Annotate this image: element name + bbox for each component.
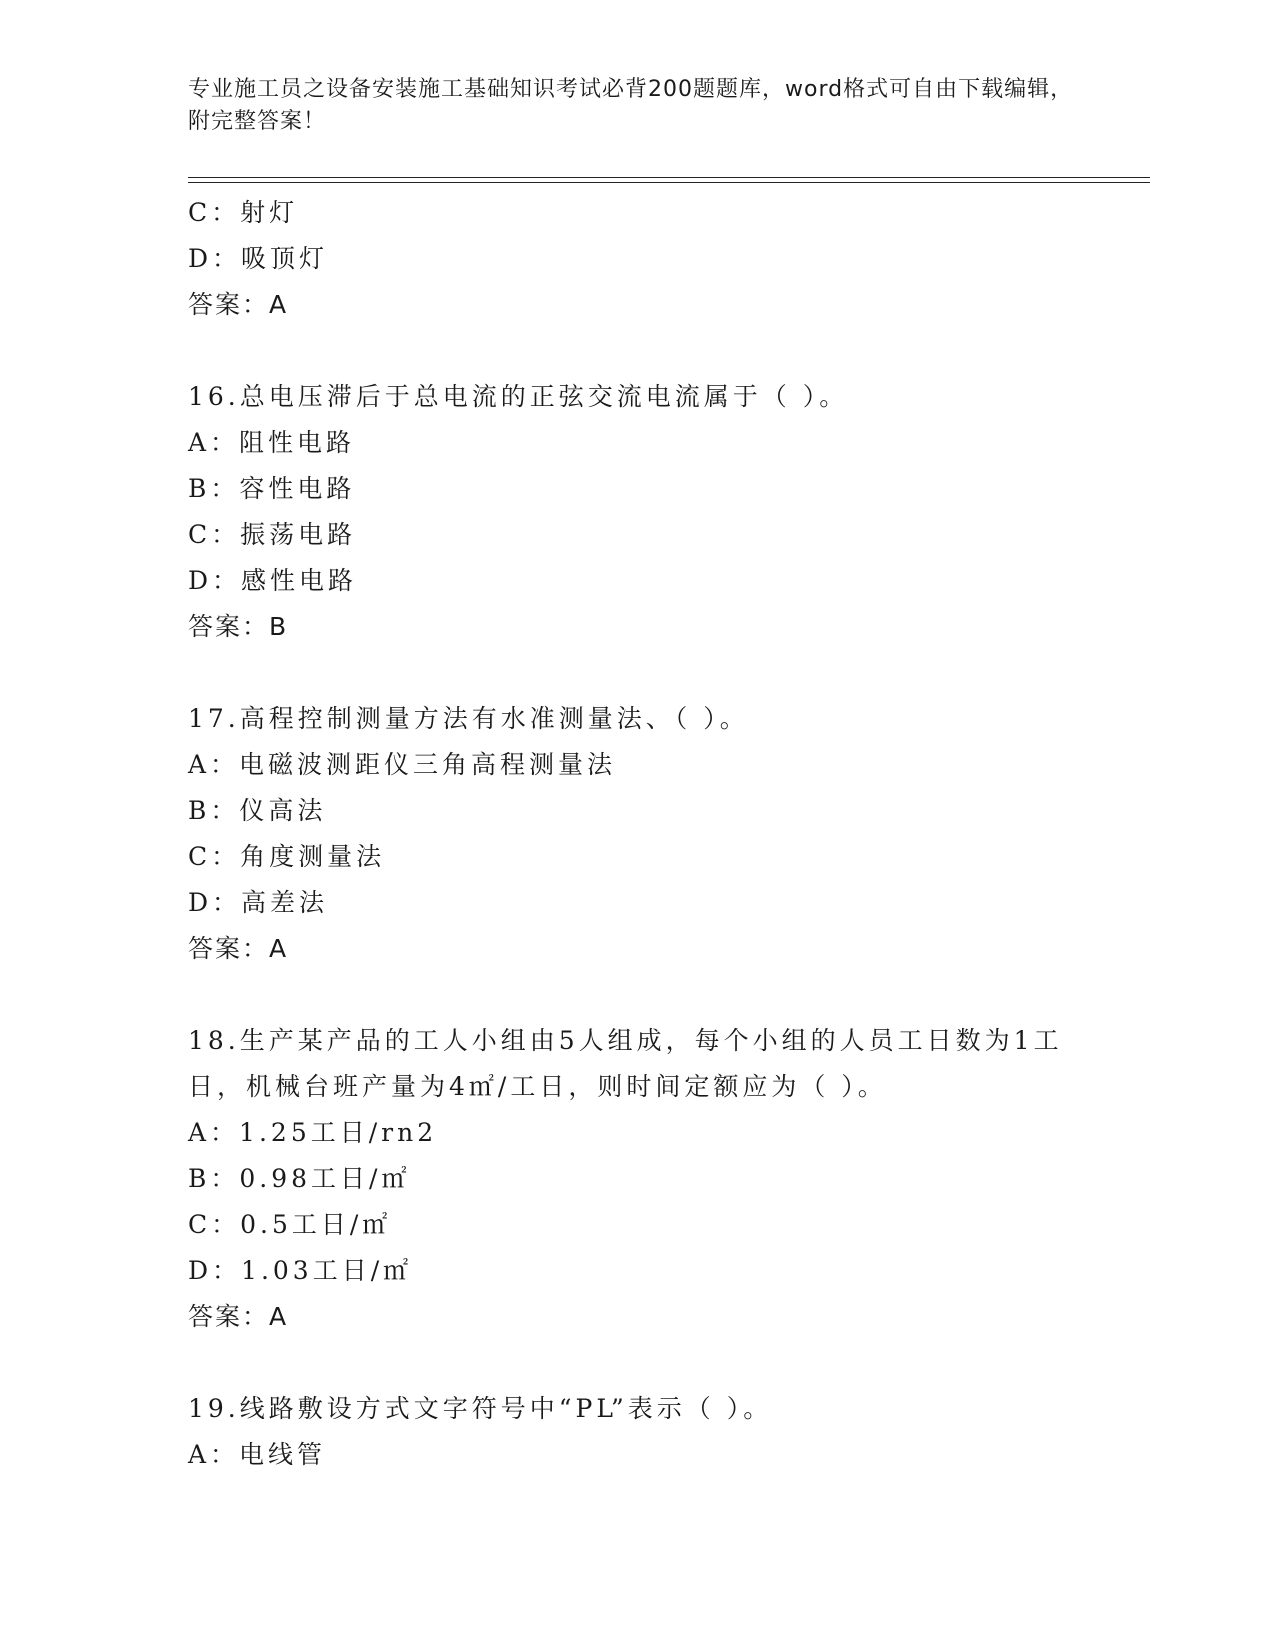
option-d: D：吸顶灯 <box>188 244 329 273</box>
option-c: C：0.5工日/㎡ <box>188 1210 392 1239</box>
spacer <box>188 972 1088 1018</box>
answer: 答案：A <box>188 290 289 319</box>
option-d: D：感性电路 <box>188 566 358 595</box>
spacer <box>188 650 1088 696</box>
answer: 答案：A <box>188 934 289 963</box>
question-19 <box>188 1386 1088 1478</box>
question-stem: 18.生产某产品的工人小组由5人组成，每个小组的人员工日数为1工日，机械台班产量为4㎡/工日，则时间定额应为（ ）。 <box>188 1026 1063 1101</box>
question-18 <box>188 1018 1088 1340</box>
question-stem: 16.总电压滞后于总电流的正弦交流电流属于（ ）。 <box>188 382 849 411</box>
header-rule-bottom <box>188 182 1150 183</box>
question-17 <box>188 696 1088 972</box>
question-stem: 19.线路敷设方式文字符号中“PL”表示（ ）。 <box>188 1394 773 1423</box>
document-header: 专业施工员之设备安装施工基础知识考试必背200题题库，word格式可自由下载编辑，附完整答案！ <box>188 77 1074 134</box>
option-c: C：振荡电路 <box>188 520 357 549</box>
spacer <box>188 1340 1088 1386</box>
option-a: A：阻性电路 <box>188 428 356 457</box>
option-b: B：容性电路 <box>188 474 356 503</box>
answer: 答案：A <box>188 1302 289 1331</box>
option-b: B：仪高法 <box>188 796 327 825</box>
question-list <box>188 190 1088 1478</box>
option-a: A：电磁波测距仪三角高程测量法 <box>188 750 617 779</box>
header-rule-top <box>188 177 1150 178</box>
option-c: C：射灯 <box>188 198 299 227</box>
answer: 答案：B <box>188 612 289 641</box>
option-c: C：角度测量法 <box>188 842 386 871</box>
question-16 <box>188 374 1088 650</box>
option-d: D：1.03工日/㎡ <box>188 1256 413 1285</box>
option-b: B：0.98工日/㎡ <box>188 1164 411 1193</box>
option-a: A：电线管 <box>188 1440 327 1469</box>
spacer <box>188 328 1088 374</box>
question-stem: 17.高程控制测量方法有水准测量法、（ ）。 <box>188 704 749 733</box>
option-d: D：高差法 <box>188 888 329 917</box>
question-15-tail <box>188 190 1088 328</box>
option-a: A：1.25工日/rn2 <box>188 1118 438 1147</box>
